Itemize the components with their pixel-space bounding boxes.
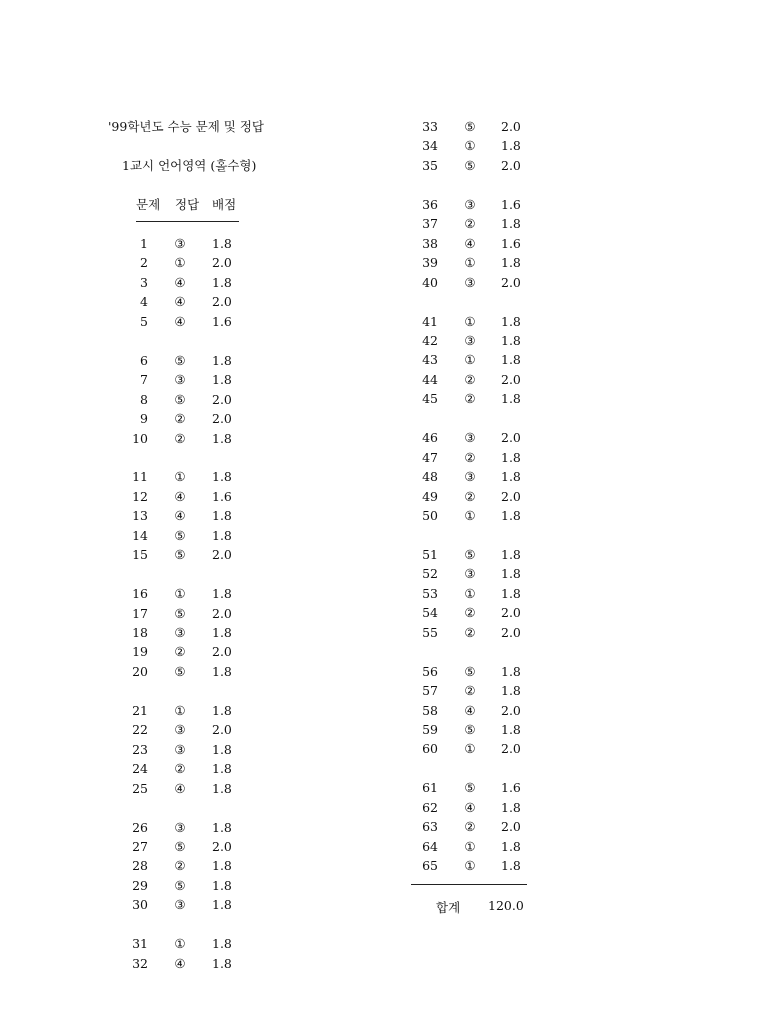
points-value: 1.8	[212, 352, 232, 368]
question-number: 22	[132, 722, 148, 738]
table-header	[0, 195, 400, 215]
answer-row	[0, 759, 768, 778]
question-number: 11	[132, 469, 148, 485]
answer-row	[0, 837, 768, 856]
header-divider	[136, 221, 239, 222]
question-number: 37	[422, 216, 438, 232]
section-subtitle: 1교시 언어영역 (홀수형)	[122, 158, 257, 173]
answer-choice: ②	[464, 624, 476, 640]
question-number: 38	[422, 235, 438, 251]
question-number: 31	[132, 936, 148, 952]
answer-choice: ⑤	[174, 605, 186, 621]
answer-row	[0, 214, 768, 233]
answer-row	[0, 506, 768, 525]
answer-choice: ⑤	[174, 547, 186, 563]
answer-choice: ③	[464, 566, 476, 582]
question-number: 57	[422, 683, 438, 699]
answer-choice: ②	[464, 488, 476, 504]
answer-choice: ①	[464, 858, 476, 874]
points-value: 1.8	[212, 741, 232, 757]
answer-choice: ②	[174, 411, 186, 427]
answer-row	[0, 954, 768, 973]
question-number: 14	[132, 527, 148, 543]
answer-row	[0, 156, 768, 175]
points-value: 1.8	[212, 819, 232, 835]
points-value: 2.0	[501, 819, 521, 835]
answer-choice: ⑤	[464, 157, 476, 173]
answer-row	[0, 817, 768, 836]
answer-row	[0, 234, 768, 253]
answer-choice: ⑤	[174, 877, 186, 893]
points-value: 1.6	[501, 196, 521, 212]
points-value: 2.0	[212, 605, 232, 621]
answer-row	[0, 934, 768, 953]
total-divider	[411, 884, 527, 885]
answer-choice: ⑤	[174, 391, 186, 407]
answer-row	[0, 390, 768, 409]
answer-row	[0, 584, 768, 603]
answer-row	[0, 136, 768, 155]
answer-row	[0, 603, 768, 622]
answer-row	[0, 681, 768, 700]
points-value: 2.0	[501, 157, 521, 173]
points-value: 2.0	[212, 722, 232, 738]
answer-choice: ⑤	[174, 527, 186, 543]
answer-choice: ④	[464, 799, 476, 815]
question-number: 46	[422, 430, 438, 446]
answer-row	[0, 389, 768, 408]
answer-choice: ①	[464, 585, 476, 601]
question-number: 23	[132, 741, 148, 757]
question-number: 62	[422, 799, 438, 815]
points-value: 1.8	[501, 332, 521, 348]
points-value: 1.8	[501, 838, 521, 854]
answer-choice: ⑤	[464, 546, 476, 562]
answer-row	[0, 487, 768, 506]
points-value: 2.0	[212, 255, 232, 271]
question-number: 52	[422, 566, 438, 582]
question-number: 18	[132, 625, 148, 640]
question-number: 34	[422, 138, 438, 154]
page-title: '99학년도 수능 문제 및 정답	[108, 119, 264, 134]
answer-row	[0, 429, 768, 448]
question-number: 8	[140, 391, 148, 407]
answer-row	[0, 370, 768, 389]
answer-row	[0, 467, 768, 486]
points-value: 1.8	[212, 761, 232, 777]
question-number: 40	[422, 274, 438, 290]
answer-row	[0, 370, 768, 389]
answer-row	[0, 273, 768, 292]
answer-choice: ②	[174, 430, 186, 446]
question-number: 63	[422, 819, 438, 835]
answer-choice: ③	[464, 332, 476, 348]
answer-choice: ③	[464, 274, 476, 290]
answer-choice: ①	[174, 586, 186, 602]
answer-row	[0, 856, 768, 875]
points-value: 1.8	[212, 586, 232, 602]
points-value: 1.8	[501, 138, 521, 154]
question-number: 9	[140, 411, 148, 427]
answer-row	[0, 701, 768, 720]
answer-row	[0, 409, 768, 428]
question-number: 59	[422, 721, 438, 737]
points-value: 1.8	[501, 663, 521, 679]
points-value: 2.0	[501, 274, 521, 290]
question-number: 51	[422, 546, 438, 562]
answer-choice: ③	[174, 236, 186, 251]
answer-row	[0, 292, 768, 311]
answer-row	[0, 739, 768, 758]
points-value: 2.0	[212, 838, 232, 854]
points-value: 1.8	[501, 449, 521, 465]
points-value: 1.6	[501, 235, 521, 251]
points-value: 1.6	[212, 488, 232, 504]
question-number: 12	[132, 488, 148, 504]
answer-row	[0, 837, 768, 856]
points-value: 1.8	[212, 955, 232, 971]
answer-row	[0, 778, 768, 797]
points-value: 1.8	[501, 683, 521, 699]
question-number: 48	[422, 469, 438, 485]
points-value: 1.8	[212, 936, 232, 952]
points-value: 1.8	[501, 508, 521, 523]
question-number: 26	[132, 819, 148, 835]
answer-choice: ④	[174, 274, 186, 290]
points-value: 1.8	[212, 625, 232, 640]
points-value: 1.8	[212, 430, 232, 446]
question-number: 58	[422, 702, 438, 718]
answer-choice: ①	[464, 838, 476, 854]
points-value: 1.8	[501, 391, 521, 407]
points-value: 1.8	[212, 372, 232, 388]
answer-row	[0, 662, 768, 681]
answer-choice: ④	[464, 702, 476, 718]
answer-row	[0, 720, 768, 739]
question-number: 44	[422, 371, 438, 387]
question-number: 21	[132, 702, 148, 718]
question-number: 30	[132, 897, 148, 913]
question-number: 6	[140, 352, 148, 368]
answer-choice: ②	[464, 449, 476, 465]
answer-row	[0, 642, 768, 661]
question-number: 24	[132, 761, 148, 777]
question-number: 13	[132, 508, 148, 524]
points-value: 1.8	[212, 663, 232, 679]
question-number: 53	[422, 585, 438, 601]
answer-row	[0, 779, 768, 798]
question-number: 61	[422, 780, 438, 796]
points-value: 1.8	[501, 799, 521, 815]
points-value: 1.6	[501, 780, 521, 796]
points-value: 1.8	[212, 508, 232, 524]
answer-row	[0, 584, 768, 603]
answer-row	[0, 273, 768, 292]
question-number: 5	[140, 313, 148, 329]
points-value: 2.0	[501, 371, 521, 387]
total-value: 120.0	[488, 898, 524, 913]
question-number: 54	[422, 605, 438, 621]
answer-row	[0, 720, 768, 739]
answer-choice: ①	[174, 469, 186, 485]
answer-choice: ②	[464, 819, 476, 835]
answer-row	[0, 350, 768, 369]
question-number: 2	[140, 255, 148, 271]
answer-choice: ①	[174, 702, 186, 718]
header-question: 문제	[136, 197, 161, 212]
points-value: 1.8	[212, 527, 232, 543]
points-value: 1.8	[501, 216, 521, 232]
question-number: 10	[132, 430, 148, 446]
question-number: 33	[422, 119, 438, 134]
answer-row	[0, 895, 768, 914]
answer-choice: ②	[464, 683, 476, 699]
points-value: 1.8	[501, 858, 521, 874]
answer-choice: ⑤	[174, 838, 186, 854]
answer-row	[0, 312, 768, 331]
answer-row	[0, 234, 768, 253]
question-number: 36	[422, 196, 438, 212]
question-number: 50	[422, 508, 438, 523]
answer-row	[0, 487, 768, 506]
points-value: 2.0	[501, 702, 521, 718]
points-value: 2.0	[212, 411, 232, 427]
question-number: 16	[132, 586, 148, 602]
question-number: 1	[140, 236, 148, 251]
answer-row	[0, 856, 768, 875]
question-number: 19	[132, 644, 148, 660]
points-value: 1.8	[501, 255, 521, 271]
points-value: 1.8	[501, 721, 521, 737]
answer-choice: ⑤	[464, 721, 476, 737]
answer-row	[0, 331, 768, 350]
question-number: 45	[422, 391, 438, 407]
points-value: 2.0	[212, 644, 232, 660]
answer-choice: ①	[464, 313, 476, 329]
answer-choice: ④	[174, 508, 186, 524]
answer-choice: ③	[174, 625, 186, 640]
answer-row	[0, 623, 768, 642]
answer-choice: ④	[174, 313, 186, 329]
points-value: 1.8	[501, 546, 521, 562]
answer-row	[0, 604, 768, 623]
points-value: 2.0	[501, 624, 521, 640]
points-value: 2.0	[501, 119, 521, 134]
answer-row	[0, 662, 768, 681]
question-number: 4	[140, 294, 148, 310]
answer-row	[0, 623, 768, 642]
answer-choice: ②	[174, 858, 186, 874]
question-number: 17	[132, 605, 148, 621]
question-number: 47	[422, 449, 438, 465]
total-label: 합계	[436, 900, 461, 915]
points-value: 2.0	[212, 294, 232, 310]
answer-choice: ②	[464, 216, 476, 232]
answer-choice: ③	[174, 722, 186, 738]
answer-choice: ②	[174, 644, 186, 660]
question-number: 32	[132, 955, 148, 971]
header-answer: 정답	[175, 197, 200, 212]
answer-row	[0, 506, 768, 525]
question-number: 7	[140, 372, 148, 388]
answer-choice: ③	[174, 372, 186, 388]
points-value: 1.8	[212, 877, 232, 893]
answer-choice: ①	[464, 508, 476, 523]
answer-choice: ①	[464, 352, 476, 368]
answer-choice: ⑤	[174, 352, 186, 368]
points-value: 2.0	[212, 547, 232, 563]
answer-choice: ③	[174, 819, 186, 835]
points-value: 2.0	[212, 391, 232, 407]
question-number: 35	[422, 157, 438, 173]
answer-choice: ①	[464, 741, 476, 757]
answer-choice: ④	[174, 955, 186, 971]
answer-choice: ①	[174, 255, 186, 271]
answer-choice: ②	[464, 391, 476, 407]
answer-row	[0, 876, 768, 895]
answer-choice: ①	[464, 138, 476, 154]
question-number: 56	[422, 663, 438, 679]
answer-row	[0, 526, 768, 545]
header-points: 배점	[212, 197, 237, 212]
points-value: 1.8	[501, 469, 521, 485]
points-value: 2.0	[501, 741, 521, 757]
points-value: 1.8	[212, 897, 232, 913]
question-number: 20	[132, 663, 148, 679]
points-value: 1.8	[212, 274, 232, 290]
answer-choice: ①	[174, 936, 186, 952]
answer-row	[0, 701, 768, 720]
answer-row	[0, 545, 768, 564]
points-value: 2.0	[501, 488, 521, 504]
points-value: 1.8	[501, 566, 521, 582]
answer-choice: ②	[464, 605, 476, 621]
answer-choice: ③	[464, 469, 476, 485]
answer-row	[0, 740, 768, 759]
answer-choice: ②	[464, 371, 476, 387]
answer-row	[0, 312, 768, 331]
points-value: 1.8	[501, 352, 521, 368]
answer-choice: ⑤	[464, 663, 476, 679]
points-value: 1.8	[501, 585, 521, 601]
points-value: 1.8	[501, 313, 521, 329]
question-number: 42	[422, 332, 438, 348]
points-value: 1.8	[212, 858, 232, 874]
answer-row	[0, 818, 768, 837]
answer-row	[0, 253, 768, 272]
answer-choice: ⑤	[464, 780, 476, 796]
question-number: 55	[422, 624, 438, 640]
question-number: 49	[422, 488, 438, 504]
question-number: 60	[422, 741, 438, 757]
answer-row	[0, 467, 768, 486]
answer-row	[0, 448, 768, 467]
answer-choice: ⑤	[174, 663, 186, 679]
points-value: 1.8	[212, 236, 232, 251]
question-number: 29	[132, 877, 148, 893]
answer-choice: ②	[174, 761, 186, 777]
answer-row	[0, 428, 768, 447]
question-number: 39	[422, 255, 438, 271]
answer-row	[0, 545, 768, 564]
answer-choice: ④	[174, 780, 186, 796]
answer-row	[0, 564, 768, 583]
answer-choice: ③	[174, 741, 186, 757]
question-number: 65	[422, 858, 438, 874]
question-number: 28	[132, 858, 148, 874]
answer-choice: ①	[464, 255, 476, 271]
question-number: 64	[422, 838, 438, 854]
points-value: 2.0	[501, 605, 521, 621]
answer-row	[0, 798, 768, 817]
answer-choice: ③	[464, 196, 476, 212]
points-value: 1.8	[212, 780, 232, 796]
answer-choice: ③	[174, 897, 186, 913]
points-value: 1.6	[212, 313, 232, 329]
question-number: 3	[140, 274, 148, 290]
answer-choice: ⑤	[464, 119, 476, 134]
answer-row	[0, 253, 768, 272]
question-number: 15	[132, 547, 148, 563]
points-value: 1.8	[212, 469, 232, 485]
points-value: 1.8	[212, 702, 232, 718]
question-number: 41	[422, 313, 438, 329]
answer-choice: ④	[174, 488, 186, 504]
question-number: 27	[132, 838, 148, 854]
answer-choice: ③	[464, 430, 476, 446]
question-number: 43	[422, 352, 438, 368]
answer-choice: ④	[464, 235, 476, 251]
answer-choice: ④	[174, 294, 186, 310]
answer-row	[0, 351, 768, 370]
question-number: 25	[132, 780, 148, 796]
points-value: 2.0	[501, 430, 521, 446]
